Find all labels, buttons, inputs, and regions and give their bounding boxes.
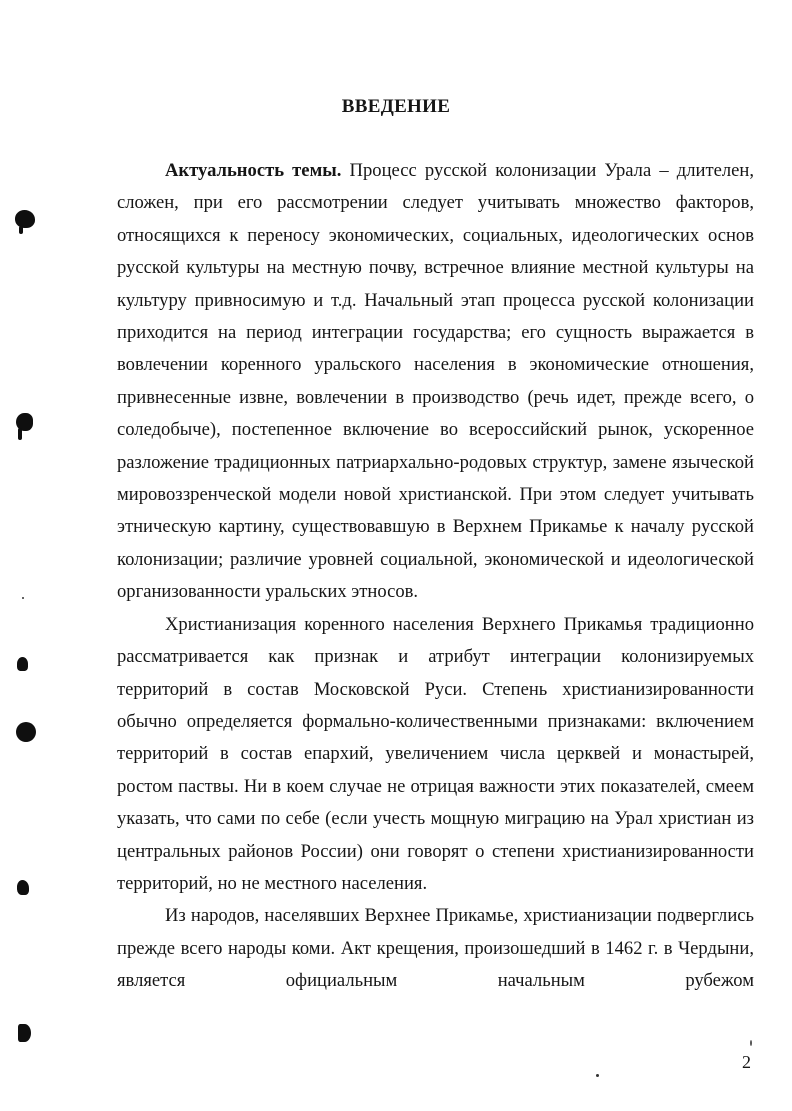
paragraph-text: Христианизация коренного населения Верхнего Прикамья традиционно рассматривается как признак и атрибут интеграции колонизируемых территорий в состав Московской Руси. Степень христианизированности обычно определяется формально-количественными признаками: включением территорий в состав епархий, увеличением числа церквей и монастырей, ростом паствы. Ни в коем случае не отрицая важности этих показателей, смеем указать, что сами по себе (если учесть мощную миграцию на Урал христиан из центральных районов России) они говорят о степени христианизированности территорий, но не местного населения. [117, 613, 754, 894]
scan-speck [750, 1040, 752, 1046]
scan-hole-mark [18, 428, 22, 440]
paragraph-text: Из народов, населявших Верхнее Прикамье, христианизации подверглись прежде всего народы коми. Акт крещения, произошедший в 1462 г. в Чердыни, является официальным начальным рубежом [117, 905, 754, 992]
page-title: ВВЕДЕНИЕ [341, 96, 451, 117]
scan-hole-mark [18, 1024, 31, 1042]
paragraph-text: Процесс русской колонизации Урала – длителен, сложен, при его рассмотрении следует учитывать множество факторов, относящихся к переносу экономических, социальных, идеологических основ русской культуры на местную почву, встречное влияние местной культуры на культуру привносимую и т.д. Начальный этап процесса русской колонизации приходится на период интеграции государства; его сущность выражается в вовлечении коренного уральского населения в экономические отношения, привнесенные извне, вовлечении в производство (речь идет, прежде всего, о соледобыче), постепенное включение во всероссийский рынок, ускоренное разложение традиционных патриархально-родовых структур, замене языческой мировоззренческой модели новой христианской. При этом следует учитывать этническую картину, существовавшую в Верхнем Прикамье к началу русской колонизации; различие уровней социальной, экономической и идеологической организованности уральских этносов. [117, 160, 754, 603]
scan-hole-mark [17, 880, 29, 895]
scan-speck [22, 597, 24, 599]
scan-hole-mark [17, 657, 28, 671]
paragraph-relevance [117, 155, 754, 609]
page-number: 2 [742, 1052, 751, 1072]
paragraph-christianization [117, 609, 754, 901]
body-text [117, 155, 754, 998]
paragraph-lead: Актуальность темы. [165, 160, 342, 181]
scan-hole-mark [19, 226, 23, 234]
scan-hole-mark [16, 722, 36, 742]
scan-speck [596, 1074, 599, 1077]
paragraph-peoples [117, 900, 754, 997]
scan-hole-mark [15, 210, 35, 228]
